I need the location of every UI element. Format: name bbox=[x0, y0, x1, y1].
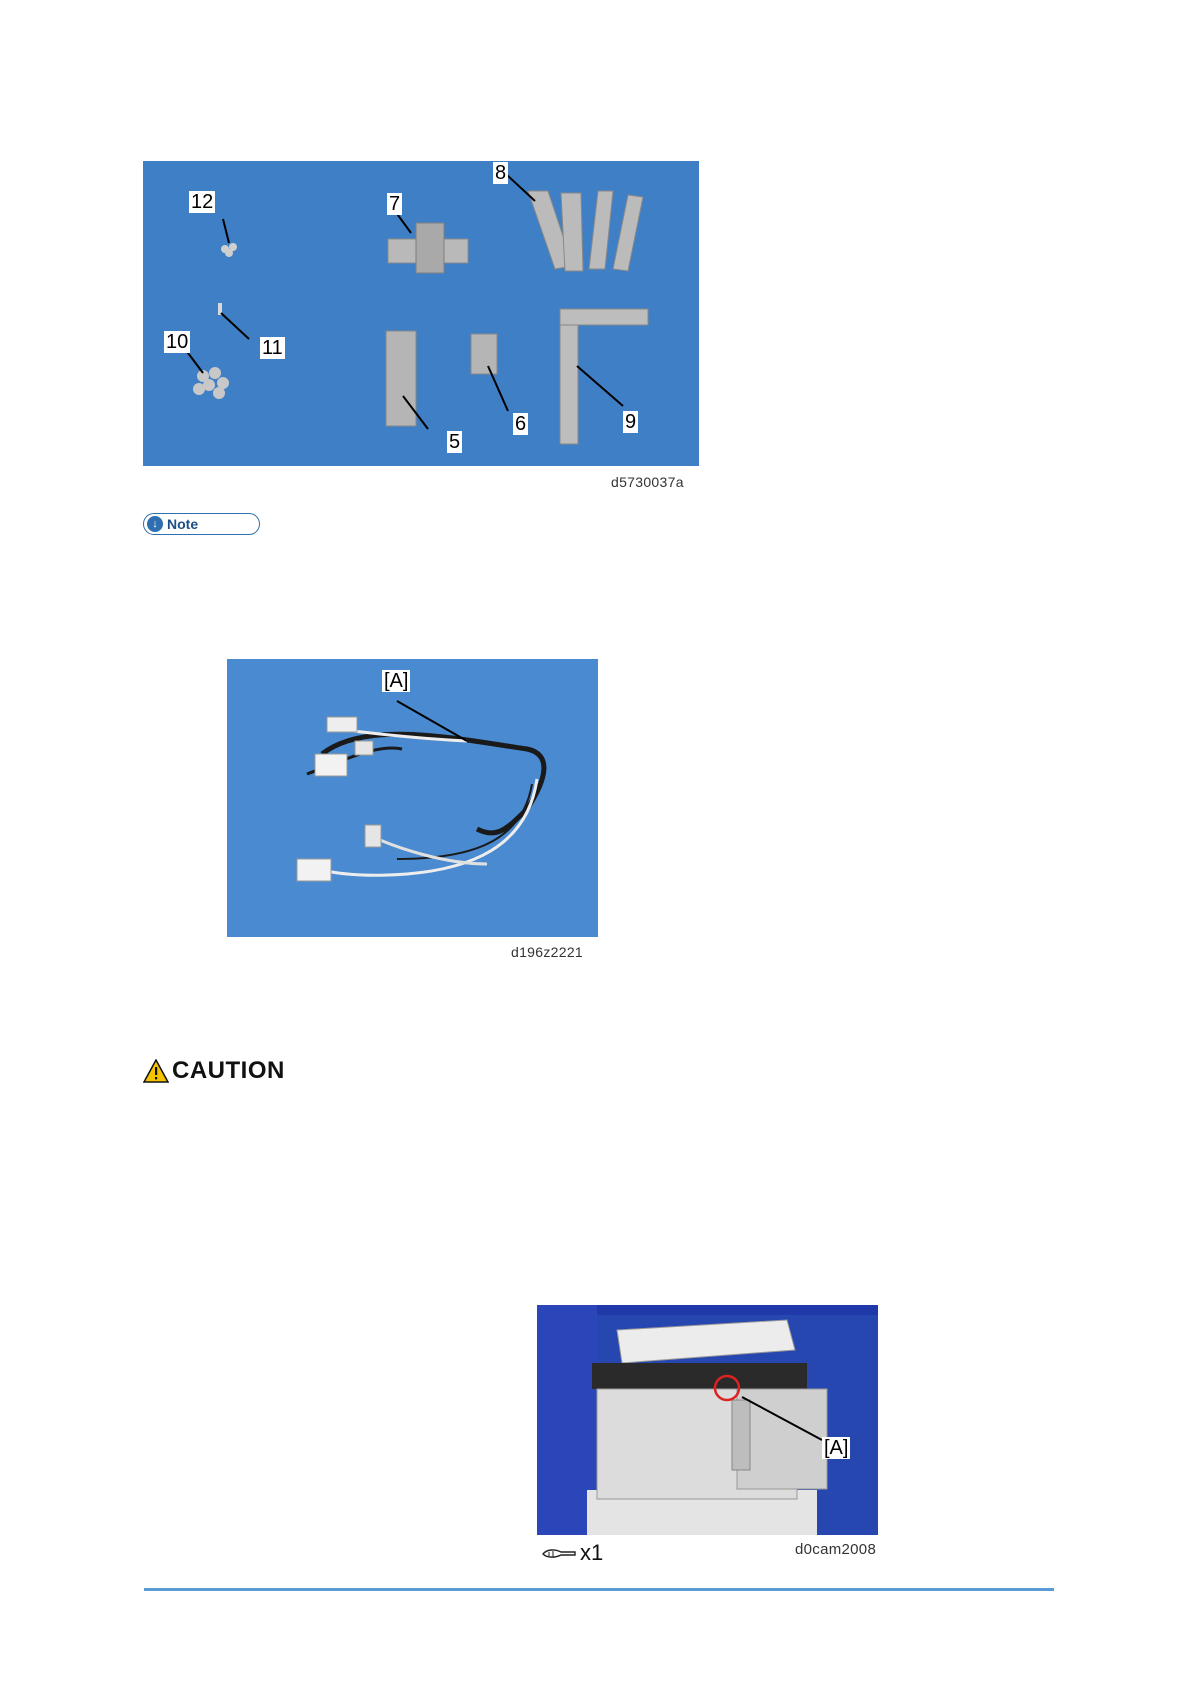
machine-rear-photo bbox=[537, 1305, 878, 1535]
parts-photo bbox=[143, 161, 699, 466]
callout-6: 6 bbox=[515, 413, 527, 435]
caution-header bbox=[143, 1057, 285, 1085]
callout-7: 7 bbox=[389, 193, 401, 215]
callout-8: 8 bbox=[495, 162, 507, 184]
harness-callout-a: [A] bbox=[384, 670, 409, 692]
note-label: Note bbox=[167, 516, 199, 532]
callout-5: 5 bbox=[449, 431, 461, 453]
harness-photo bbox=[227, 659, 598, 937]
screw-count bbox=[541, 1540, 603, 1566]
callout-12: 12 bbox=[191, 191, 214, 213]
caution-label: CAUTION bbox=[172, 1057, 285, 1084]
callout-9: 9 bbox=[625, 411, 637, 433]
note-down-arrow-icon: ↓ bbox=[147, 516, 163, 532]
figure2-caption: d196z2221 bbox=[511, 944, 583, 960]
screw-count-value: x1 bbox=[580, 1540, 604, 1565]
footer-rule bbox=[144, 1588, 1054, 1591]
callout-10: 10 bbox=[166, 331, 189, 353]
screwdriver-hand-icon bbox=[541, 1546, 577, 1560]
warning-triangle-icon bbox=[143, 1059, 169, 1083]
note-badge bbox=[143, 513, 260, 535]
callout-11: 11 bbox=[262, 337, 283, 359]
machine-callout-a: [A] bbox=[824, 1437, 849, 1459]
figure3-caption: d0cam2008 bbox=[795, 1541, 877, 1558]
figure1-caption: d5730037a bbox=[611, 474, 684, 490]
